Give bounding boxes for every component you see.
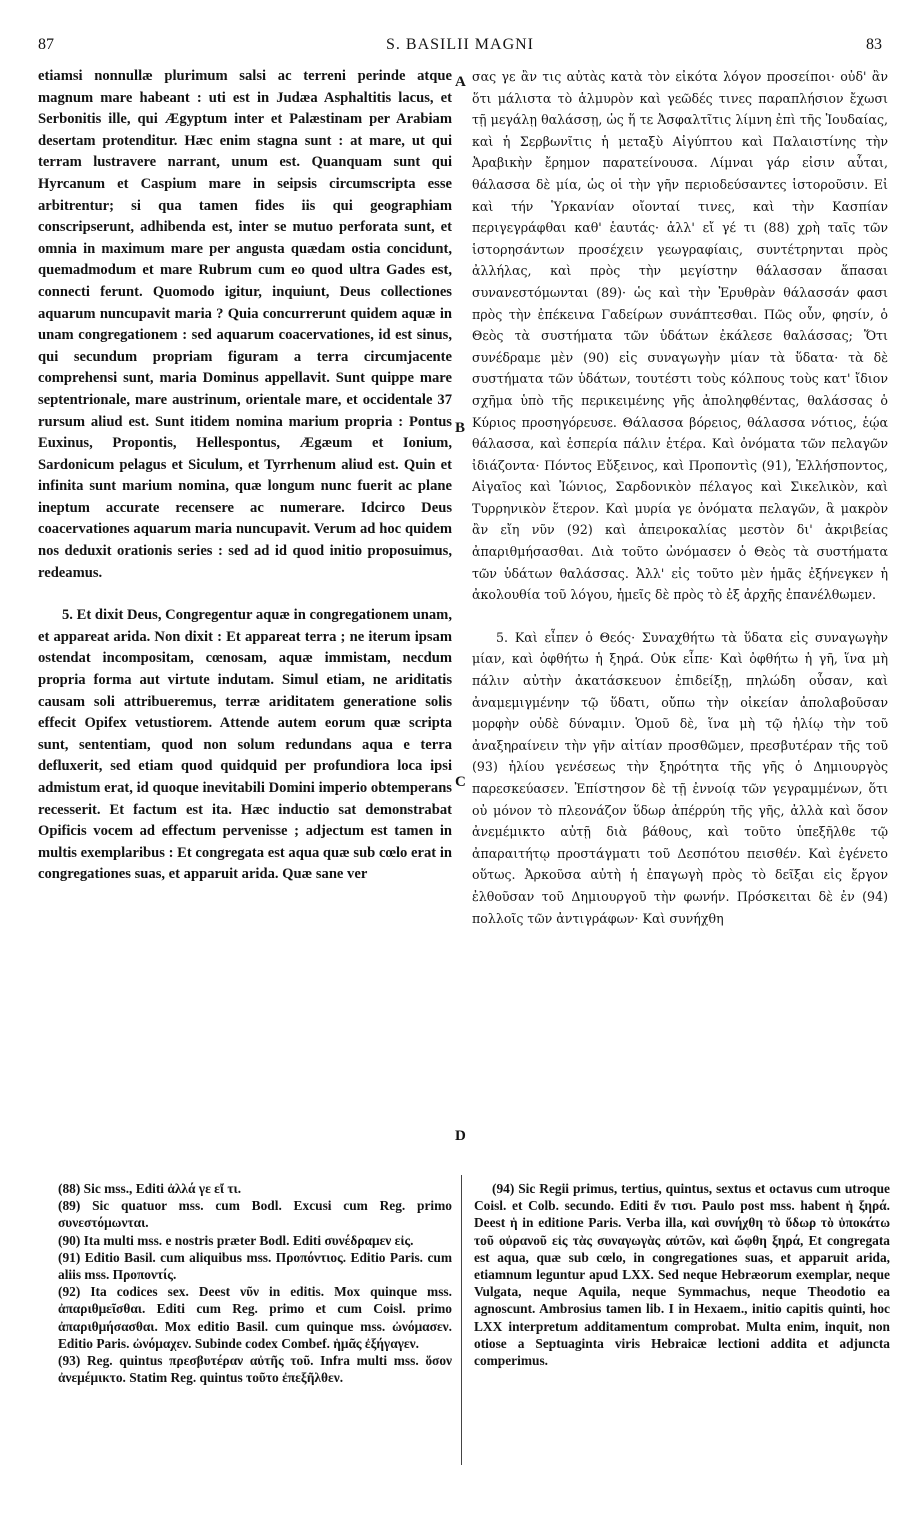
page-number-left: 87 [38,36,54,53]
footnote-91: (91) Editio Basil. cum aliquibus mss. Προπόντιος. Editio Paris. cum aliis mss. Προποντίς. [58,1249,452,1283]
page-header [38,36,882,58]
footnote-column-divider [461,1175,462,1465]
latin-paragraph-2: 5. Et dixit Deus, Congregentur aquæ in congregationem unam, et appareat arida. Non dixit : Et appareat terra ; ne iterum ipsam ostendat incompositam, cœnosam, aquæ immistam, necdum propria forma aut virtute indutam. Simul etiam, ne ariditatis causam soli attribueremus, terræ ariditatem generatione solis effecit Opifex vetustiorem. Attende autem eorum quæ scripta sunt, sententiam, quod non solum redundans aqua e terra defluxerit, sed etiam quod quidquid per profundiora loca ipsi admistum erat, id quoque inevitabili Domini imperio obtemperans recesserit. Et factum est ita. Hæc inductio sat demonstrabat Opificis vocem ad effectum pervenisse ; adjectum est tamen in multis exemplaribus : Et congregata est aqua quæ sub cœlo erat in congregationes suas, et apparuit arida. Quæ sane ver [38,607,452,883]
footnotes-right [474,1180,890,1369]
footnote-94: (94) Sic Regii primus, tertius, quintus, sextus et octavus cum utroque Coisl. et Colb. secundo. Editi ἔν τισι. Paulo post mss. habent ἡ ξηρά. Deest ἡ in editione Paris. Verba illa, καὶ συνήχθη τὸ ὕδωρ τὸ ὑποκάτω τοῦ οὐρανοῦ εἰς τὰς συναγωγὰς αὐτῶν, καὶ ὤφθη ξηρά, Et congregata est aqua, quæ sub cœlo, in congregationes suas, et apparuit arida, etiamnum leguntur apud LXX. Sed neque Hebræorum exemplar, neque Vulgata, neque Aquila, neque Symmachus, neque Theodotio ea agnoscunt. Ambrosius tamen lib. I in Hexaem., initio capitis quinti, hoc LXX interpretum additamentum comprobat. Multa enim, inquit, non otiose a Septuaginta viris Hebraicæ lectioni addita et adjuncta comperimus. [474,1181,890,1369]
footnote-90: (90) Ita multi mss. e nostris præter Bodl. Editi συνέδραμεν εἰς. [58,1232,414,1248]
footnote-93: (93) Reg. quintus πρεσβυτέραν αὐτῆς τοῦ. Infra multi mss. ὅσον ἀνεμέμικτο. Statim Reg. quintus τοῦτο ἐπεξῆλθεν. [58,1353,452,1386]
page-number-right: 83 [866,36,882,53]
footnotes-left [58,1180,452,1386]
margin-marker-d: D [455,1128,466,1144]
greek-paragraph-2: 5. Καὶ εἶπεν ὁ Θεός· Συναχθήτω τὰ ὕδατα εἰς συναγωγὴν μίαν, καὶ ὀφθήτω ἡ ξηρά. Οὐκ εἶπε· Καὶ ὀφθήτω ἡ γῆ, ἵνα μὴ πάλιν αὐτὴν ἀκατάσκευον ἐπιδείξῃ, πηλώδη οὖσαν, καὶ ἀναμεμιγμένην τῷ ὕδατι, οὔπω τὴν οἰκείαν ἀπολαβοῦσαν μορφὴν οὐδὲ δύναμιν. Ὁμοῦ δὲ, ἵνα μὴ τῷ ἡλίῳ τὴν τοῦ ἀναξηραίνειν τὴν γῆν αἰτίαν προσθῶμεν, πρεσβυτέραν τῆς τοῦ (93) ἡλίου γενέσεως τὴν ξηρότητα τῆς γῆς ὁ Δημιουργὸς παρεσκεύασεν. Ἐπίστησον δὲ τῇ ἐννοίᾳ τῶν γεγραμμένων, ὅτι οὐ μόνον τὸ πλεονάζον ὕδωρ ἀπέρρύη τῆς γῆς, ἀλλὰ καὶ ὅσον ἀνεμέμικτο αὐτῇ διὰ βάθους, καὶ τοῦτο ὑπεξῆλθε τῷ ἀπαραιτήτῳ προστάγματι τοῦ Δεσπότου πεισθέν. Καὶ ἐγένετο οὕτως. Ἀρκοῦσα αὐτὴ ἡ ἐπαγωγὴ πρὸς τὸ δεῖξαι εἰς ἔργον ἐλθοῦσαν τοῦ Δημιουργοῦ τὴν φωνήν. Πρόσκειται δὲ ἐν (94) πολλοῖς τῶν ἀντιγράφων· Καὶ συνήχθη [472,629,888,926]
latin-paragraph-1: etiamsi nonnullæ plurimum salsi ac terreni perinde atque magnum mare habeant : uti est in Judæa Asphaltitis lacus, et Serbonitis ille, qui Ægyptum inter et Palæstinam per Arabiam desertam protenditur. Hæc enim stagna sunt : at mare, ut qui terram lustravere narrant, unum est. Quanquam sunt qui Hyrcanum et Caspium mare in seipsis circumscripta esse arbitrentur; si qua tamen fides iis qui geographiam conscripserunt, adhibenda est, inter se mutuo perforata sunt, et omnia in maximum mare per angusta quædam ostia concidunt, quemadmodum et mare Rubrum cum eo quod ultra Gades est, connecti ferunt. Quomodo igitur, inquiunt, Deus collectiones aquarum nuncupavit maria ? Quia concurrerunt quidem aquæ in unam congregationem : sed aquarum coacervationes, id est sinus, qui secundum propriam figuram a terra circumjacente comprehensi sunt, maria Dominus appellavit. Sunt quippe mare septentrionale, mare austrinum, orientale mare, et occidentale 37 rursum aliud est. Sunt itidem nomina marium propria : Pontus Euxinus, Propontis, Hellespontus, Ægæum et Ionium, Sardonicum pelagus et Siculum, et Tyrrhenum aliud est. Quin et infinita sunt marium nomina, quæ longum nunc fuerit ac plane ineptum accurate recensere ac numerare. Idcirco Deus coacervationes aquarum maria nuncupavit. Verum ad hoc quidem nos deduxit orationis series : sed ad id quod initio proposuimus, redeamus. [38,68,452,581]
greek-column [472,66,888,929]
margin-marker-b: B [455,420,466,436]
footnote-88: (88) Sic mss., Editi ἀλλά γε εἴ τι. [58,1181,242,1196]
running-title: S. BASILII MAGNI [386,36,534,53]
greek-paragraph-1: σας γε ἂν τις αὐτὰς κατὰ τὸν εἰκότα λόγον προσείποι· οὐδ' ἂν ὅτι μάλιστα τὸ ἁλμυρὸν καὶ γεῶδές τινες παραπλήσιον ἔχωσι τῇ μεγάλῃ θαλάσσῃ, ὡς ἥ τε Ἀσφαλτῖτις λίμνη ἐπὶ τῆς Ἰουδαίας, καὶ ἡ Σερβωνῖτις ἡ μεταξὺ Αἰγύπτου καὶ Παλαιστίνης τὴν Ἀραβικὴν ἔρημον παρατείνουσα. Λίμναι γάρ εἰσιν αὗται, θάλασσα δὲ μία, ὡς οἱ τὴν γῆν περιοδεύσαντες ἱστοροῦσιν. Εἰ καὶ τήν Ὑρκανίαν οἴονταί τινες, καὶ τὴν Κασπίαν περιγεγράφθαι καθ' ἑαυτάς· ἀλλ' εἴ γέ τι (88) χρὴ ταῖς τῶν ἱστορησάντων προσέχειν γεωγραφίαις, συντέτρηνται πρὸς ἀλλήλας, καὶ πρὸς τὴν μεγίστην θάλασσαν ἅπασαι συνανεστόμωνται (89)· ὡς καὶ τὴν Ἐρυθρὰν θάλασσάν φασι πρὸς τὴν ἐπέκεινα Γαδείρων συνάπτεσθαι. Πῶς οὖν, φησίν, ὁ Θεὸς τὰ συστήματα τῶν ὑδάτων ἐκάλεσε θαλάσσας; Ὅτι συνέδραμε μὲν (90) εἰς συναγωγὴν μίαν τὰ ὕδατα· τὰ δὲ συστήματα τῶν ὑδάτων, τουτέστι τοὺς κόλπους τοὺς κατ' ἴδιον σχῆμα ὑπὸ τῆς περικειμένης γῆς ἀποληφθέντας, θαλάσσας ὁ Κύριος προσηγόρευσε. Θάλασσα βόρειος, θάλασσα νότιος, ἑῴα θάλασσα, καὶ ἑσπερία πάλιν ἑτέρα. Καὶ ὀνόματα τῶν πελαγῶν ἰδιάζοντα· Πόντος Εὔξεινος, καὶ Προποντὶς (91), Ἑλλήσποντος, Αἰγαῖος καὶ Ἰώνιος, Σαρδονικὸν πέλαγος καὶ Σικελικὸν, καὶ Τυρρηνικὸν ἕτερον. Καὶ μυρία γε ὀνόματα πελαγῶν, ἃ μακρὸν ἂν εἴη νῦν (92) καὶ ἀπειροκαλίας μεστὸν δι' ἀκριβείας ἀπαριθμήσασθαι. Διὰ τοῦτο ὠνόμασεν ὁ Θεὸς τὰ συστήματα τῶν ὑδάτων θαλάσσας. Ἀλλ' εἰς τοῦτο μὲν ἡμᾶς ἐξήνεγκεν ἡ ἀκολουθία τοῦ λόγου, ἡμεῖς δὲ πρὸς τὸ ἐξ ἀρχῆς ἐπανέλθωμεν. [472,69,888,603]
footnote-89: (89) Sic quatuor mss. cum Bodl. Excusi cum Reg. primo συνεστόμωνται. [58,1198,452,1231]
footnote-92: (92) Ita codices sex. Deest νῦν in editis. Mox quinque mss. ἀπαριθμεῖσθαι. Editi cum Reg. primo et cum Coisl. primo ἀπαριθμήσασθαι. Mox editio Basil. cum quinque mss. ὠνόμασεν. Editio Paris. ὠνόμαχεν. Subinde codex Combef. ἡμᾶς ἐξήγαγεν. [58,1284,452,1351]
margin-marker-a: A [455,74,466,90]
latin-column [38,66,452,886]
margin-marker-c: C [455,774,466,790]
